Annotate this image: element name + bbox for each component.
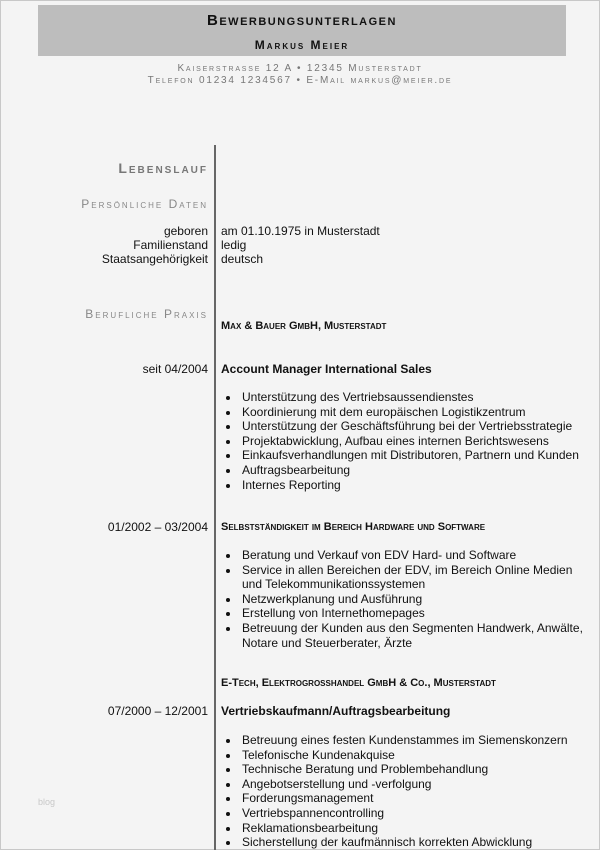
value-nationality: deutsch bbox=[221, 252, 264, 266]
list-item: Technische Beratung und Problembehandlung bbox=[221, 762, 591, 777]
job-title: Account Manager International Sales bbox=[221, 362, 432, 376]
list-item: Sicherstellung der kaufmännisch korrekten Abwicklung bbox=[221, 835, 591, 850]
job-bullets bbox=[221, 390, 591, 492]
list-item: Betreuung der Kunden aus den Segmenten Handwerk, Anwälte, Notare und Steuerberater, Ärzte bbox=[221, 621, 591, 650]
value-marital: ledig bbox=[221, 238, 247, 252]
personal-heading: Persönliche Daten bbox=[81, 197, 208, 211]
list-item: Unterstützung des Vertriebsaussendienstes bbox=[221, 390, 591, 405]
address-line: Kaiserstrasse 12 A • 12345 Musterstadt bbox=[177, 63, 423, 74]
job-date: seit 04/2004 bbox=[142, 362, 208, 376]
list-item: Angebotserstellung und -verfolgung bbox=[221, 777, 591, 792]
job-bullets bbox=[221, 548, 591, 650]
header-band bbox=[38, 5, 566, 56]
list-item: Service in allen Bereichen der EDV, im Bereich Online Medien und Telekommunikationssystemen bbox=[221, 563, 591, 592]
list-item: Vertriebspannencontrolling bbox=[221, 806, 591, 821]
watermark: blog bbox=[38, 797, 56, 807]
list-item: Auftragsbearbeitung bbox=[221, 463, 591, 478]
list-item: Beratung und Verkauf von EDV Hard- und Software bbox=[221, 548, 591, 563]
list-item: Betreuung eines festen Kundenstammes im Siemenskonzern bbox=[221, 733, 591, 748]
label-marital: Familienstand bbox=[133, 238, 208, 252]
list-item: Projektabwicklung, Aufbau eines internen Berichtswesens bbox=[221, 434, 591, 449]
job-date: 07/2000 – 12/2001 bbox=[107, 704, 208, 718]
value-born: am 01.10.1975 in Musterstadt bbox=[221, 224, 380, 238]
list-item: Telefonische Kundenakquise bbox=[221, 748, 591, 763]
list-item: Einkaufsverhandlungen mit Distributoren, Partnern und Kunden bbox=[221, 448, 591, 463]
list-item: Forderungsmanagement bbox=[221, 791, 591, 806]
list-item: Koordinierung mit dem europäischen Logistikzentrum bbox=[221, 405, 591, 420]
personal-values bbox=[221, 224, 380, 266]
list-item: Reklamationsbearbeitung bbox=[221, 821, 591, 836]
label-nationality: Staatsangehörigkeit bbox=[101, 252, 208, 266]
applicant-name: Markus Meier bbox=[254, 38, 350, 52]
company-name: Max & Bauer GmbH, Musterstadt bbox=[221, 320, 387, 332]
job-date: 01/2002 – 03/2004 bbox=[107, 520, 208, 534]
work-heading: Berufliche Praxis bbox=[85, 307, 208, 321]
list-item: Internes Reporting bbox=[221, 478, 591, 493]
personal-labels bbox=[102, 224, 208, 266]
list-item: Netzwerkplanung und Ausführung bbox=[221, 592, 591, 607]
company-name: E-Tech, Elektrogroßhandel GmbH & Co., Musterstadt bbox=[221, 677, 496, 689]
job-title: Selbstständigkeit im Bereich Hardware und Software bbox=[221, 521, 486, 533]
cv-heading: Lebenslauf bbox=[118, 160, 208, 176]
job-title: Vertriebskaufmann/Auftragsbearbeitung bbox=[221, 704, 451, 718]
label-born: geboren bbox=[163, 224, 208, 238]
column-divider bbox=[214, 145, 216, 850]
document-title: Bewerbungsunterlagen bbox=[207, 12, 397, 29]
job-bullets bbox=[221, 733, 591, 850]
contact-line: Telefon 01234 1234567 • E-Mail markus@meier.de bbox=[147, 75, 453, 86]
list-item: Erstellung von Internethomepages bbox=[221, 606, 591, 621]
list-item: Unterstützung der Geschäftsführung bei der Vertriebsstrategie bbox=[221, 419, 591, 434]
